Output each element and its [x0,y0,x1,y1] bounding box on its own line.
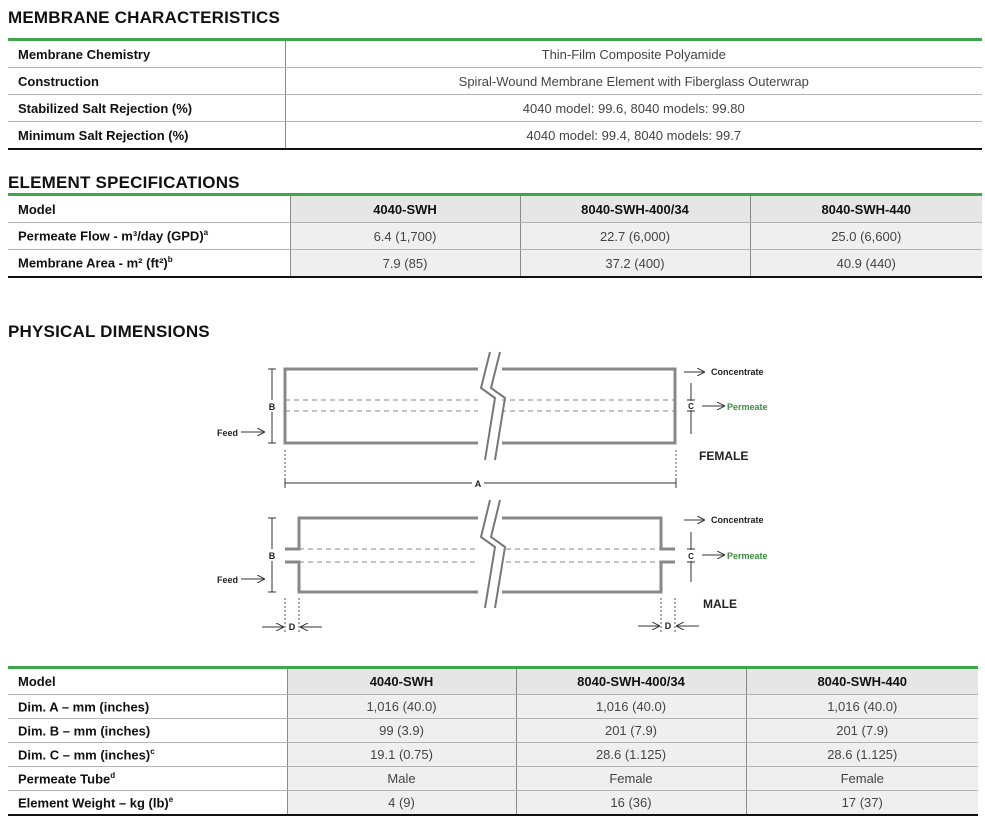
row-label: Element Weight – kg (lb)$^e$ [8,791,287,816]
table-row [8,791,978,816]
membrane-characteristics-table [8,38,982,150]
column-header: 8040-SWH-440 [746,668,978,695]
dim-d-label: D [288,622,296,632]
female-label: FEMALE [699,449,749,463]
table-row [8,223,982,250]
row-label: Dim. A – mm (inches) [8,695,287,719]
permeate-label: Permeate [727,551,768,561]
column-header: 4040-SWH [287,668,516,695]
table-cell: Male [287,767,516,791]
table-cell: 25.0 (6,600) [750,223,982,250]
dim-d-label: D [664,621,672,631]
dim-b-label: B [268,551,276,561]
row-label: Dim. C – mm (inches)$^c$ [8,743,287,767]
column-header: Model [8,195,290,223]
table-row [8,40,982,68]
row-label: Construction [8,68,285,95]
column-header: Model [8,668,287,695]
table-cell: 4 (9) [287,791,516,816]
physical-dimensions-table [8,666,978,816]
table-cell: 99 (3.9) [287,719,516,743]
element-specifications-table [8,193,982,278]
element-specifications-title: ELEMENT SPECIFICATIONS [8,173,240,192]
table-row [8,695,978,719]
feed-label: Feed [216,575,238,585]
table-cell: 201 (7.9) [516,719,746,743]
table-cell: 16 (36) [516,791,746,816]
dim-c-label: C [688,402,694,411]
column-header: 4040-SWH [290,195,520,223]
concentrate-label: Concentrate [711,367,764,377]
male-label: MALE [703,597,737,611]
table-row [8,250,982,278]
feed-label: Feed [216,428,238,438]
column-header: 8040-SWH-400/34 [516,668,746,695]
table-cell: 19.1 (0.75) [287,743,516,767]
table-cell: 22.7 (6,000) [520,223,750,250]
dim-a-label: A [474,479,482,489]
row-label: Permeate Tube$^d$ [8,767,287,791]
female-element-drawing [285,352,675,460]
row-label: Membrane Chemistry [8,40,285,68]
table-header-row [8,668,978,695]
permeate-label: Permeate [727,402,768,412]
table-cell: Female [746,767,978,791]
table-cell: 1,016 (40.0) [746,695,978,719]
table-header-row [8,195,982,223]
row-label: Stabilized Salt Rejection (%) [8,95,285,122]
table-cell: 28.6 (1.125) [516,743,746,767]
dim-c-label: C [688,552,694,561]
table-cell: 28.6 (1.125) [746,743,978,767]
dim-b-label: B [268,402,276,412]
table-row [8,95,982,122]
row-label: Membrane Area - m² $(ft^2)^b$ [8,250,290,278]
table-cell: 37.2 (400) [520,250,750,278]
row-label: Dim. B – mm (inches) [8,719,287,743]
male-element-drawing [285,500,675,608]
membrane-characteristics-title: MEMBRANE CHARACTERISTICS [8,8,281,27]
table-row [8,719,978,743]
column-header: 8040-SWH-440 [750,195,982,223]
table-cell: 40.9 (440) [750,250,982,278]
table-cell: 201 (7.9) [746,719,978,743]
row-value: 4040 model: 99.4, 8040 models: 99.7 [285,122,982,150]
table-cell: 1,016 (40.0) [516,695,746,719]
table-row [8,767,978,791]
table-row [8,122,982,150]
element-dimension-diagram [0,345,985,645]
table-cell: 1,016 (40.0) [287,695,516,719]
physical-dimensions-title: PHYSICAL DIMENSIONS [8,322,210,341]
concentrate-label: Concentrate [711,515,764,525]
table-cell: 17 (37) [746,791,978,816]
table-cell: 7.9 (85) [290,250,520,278]
row-value: Spiral-Wound Membrane Element with Fiberglass Outerwrap [285,68,982,95]
table-row [8,743,978,767]
table-cell: 6.4 (1,700) [290,223,520,250]
table-row [8,68,982,95]
table-cell: Female [516,767,746,791]
row-label: Minimum Salt Rejection (%) [8,122,285,150]
row-value: Thin-Film Composite Polyamide [285,40,982,68]
row-label: Permeate Flow - m³/day (GPD)$^a$ [8,223,290,250]
column-header: 8040-SWH-400/34 [520,195,750,223]
row-value: 4040 model: 99.6, 8040 models: 99.80 [285,95,982,122]
